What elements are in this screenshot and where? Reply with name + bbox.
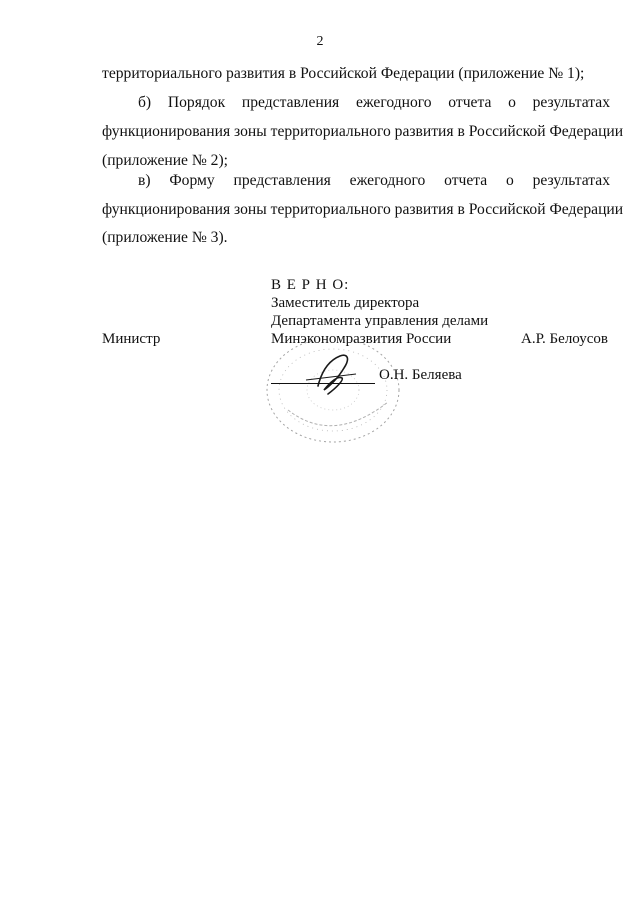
position-line-3: Минэкономразвития России <box>271 331 452 347</box>
item-b-line-2: функционирования зоны территориального развития в Российской Федерации <box>102 123 624 140</box>
minister-title: Министр <box>102 331 161 347</box>
item-v-line-3: (приложение № 3). <box>102 229 228 246</box>
signature-line <box>271 383 375 384</box>
item-v-line-1: в) Форму представления ежегодного отчета о результатах <box>138 172 610 189</box>
certifier-name: О.Н. Беляева <box>379 367 462 383</box>
paragraph-line-1: территориального развития в Российской Федерации (приложение № 1); <box>102 65 585 82</box>
item-v-line-2: функционирования зоны территориального развития в Российской Федерации <box>102 201 624 218</box>
position-line-1: Заместитель директора <box>271 295 420 311</box>
verno-heading: В Е Р Н О: <box>271 277 350 293</box>
page-number: 2 <box>316 34 324 49</box>
item-b-line-1: б) Порядок представления ежегодного отчета о результатах <box>138 94 610 111</box>
position-line-2: Департамента управления делами <box>271 313 489 329</box>
handwritten-signature-icon <box>296 350 366 400</box>
item-b-line-3: (приложение № 2); <box>102 152 228 169</box>
minister-name: А.Р. Белоусов <box>521 331 608 347</box>
